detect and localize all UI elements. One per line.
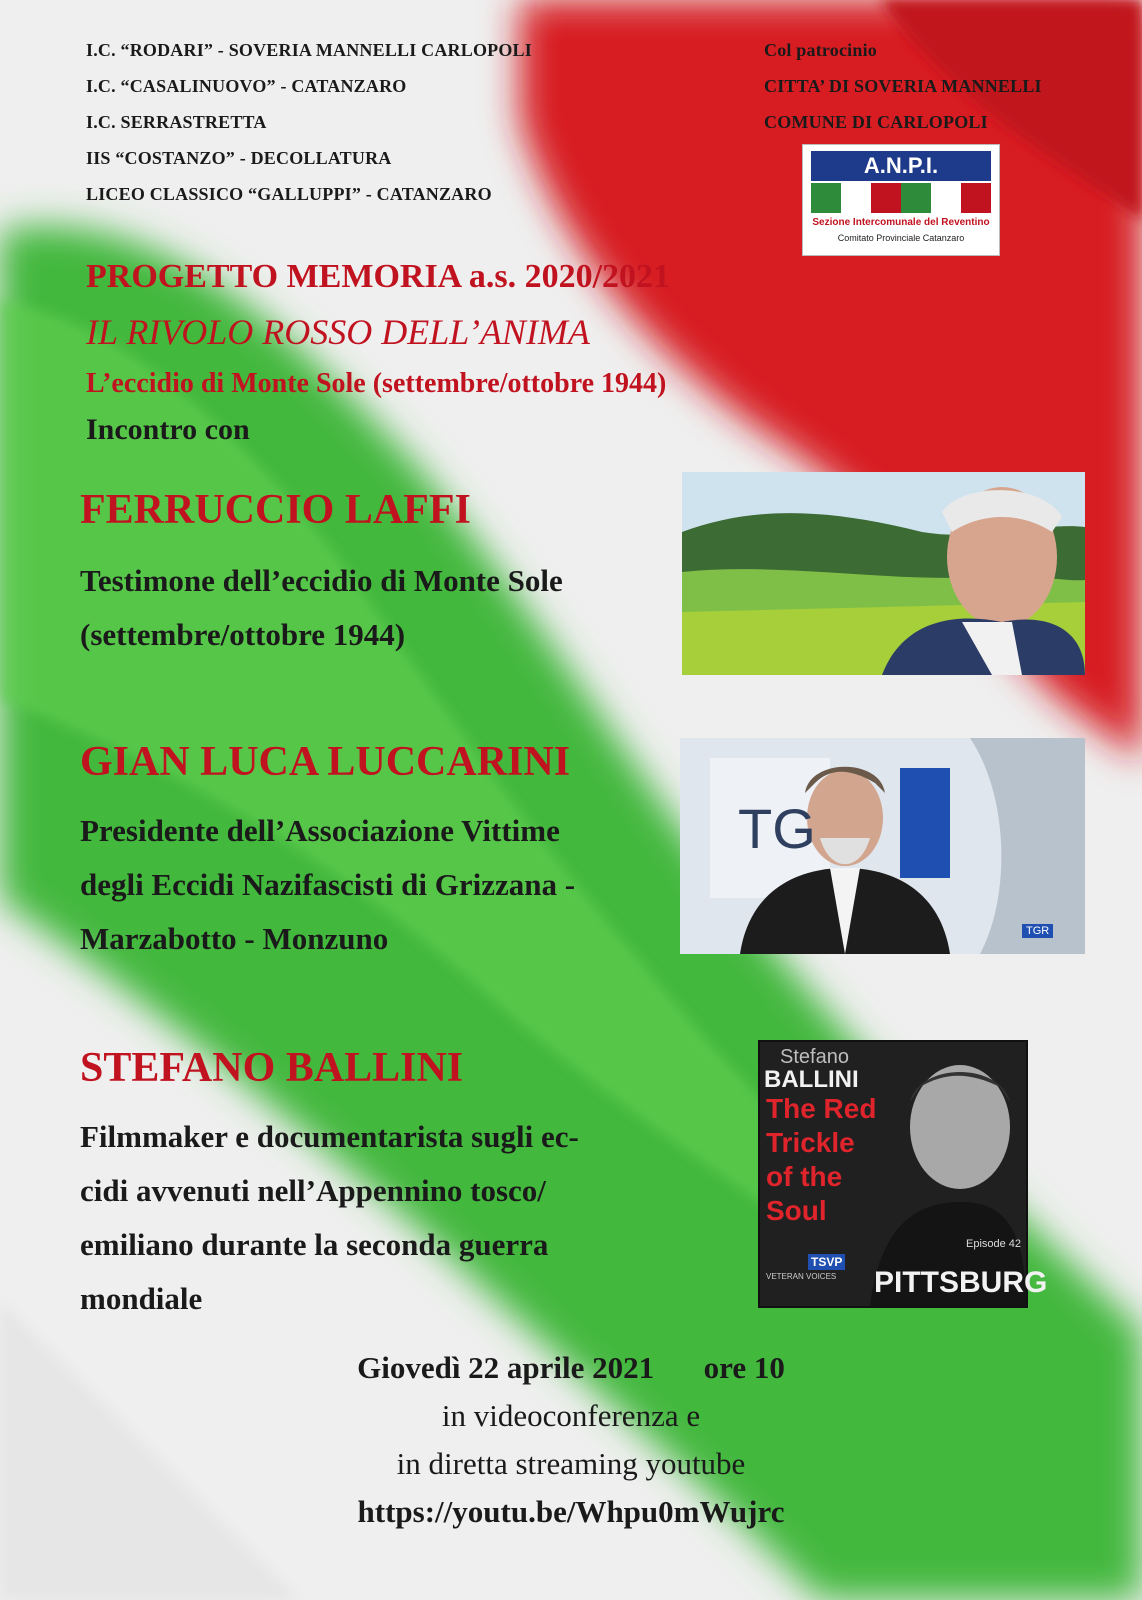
patronage-label: Col patrocinio: [764, 40, 877, 60]
tgr-badge: TGR: [1022, 924, 1053, 938]
school-item: I.C. “CASALINUOVO” - CATANZARO: [86, 76, 407, 96]
youtube-link[interactable]: https://youtu.be/Whpu0mWujrc: [357, 1494, 785, 1529]
event-line3: in diretta streaming youtube: [396, 1446, 746, 1481]
project-intro: Incontro con: [86, 413, 250, 446]
anpi-title: A.N.P.I.: [811, 151, 991, 181]
cover-last-name: BALLINI: [764, 1066, 859, 1093]
event-date-line: [0, 1350, 1142, 1386]
desc-line: emiliano durante la seconda guerra: [80, 1227, 549, 1262]
patronage: [764, 38, 1042, 146]
guest-desc-laffi: [80, 554, 563, 662]
cover-episode: Episode 42: [966, 1238, 1022, 1250]
event-line2: in videoconferenza e: [441, 1398, 701, 1433]
cover-title-line: The Red: [766, 1093, 877, 1124]
tg-text: TG: [738, 797, 816, 860]
desc-line: Marzabotto - Monzuno: [80, 921, 389, 956]
project-event: L’eccidio di Monte Sole (settembre/ottobre 1944): [86, 368, 667, 399]
flag-icon: [811, 183, 991, 213]
podcast-cover: [758, 1040, 1048, 1308]
desc-line: Filmmaker e documentarista sugli ec-: [80, 1119, 579, 1154]
cover-title-line: Trickle: [766, 1127, 855, 1158]
guest-desc-luccarini: [80, 804, 575, 966]
cover-badge: TSVP: [808, 1254, 845, 1270]
photo-luccarini: [680, 738, 1085, 954]
school-item: I.C. “RODARI” - SOVERIA MANNELLI CARLOPOLI: [86, 40, 532, 60]
desc-line: Testimone dell’eccidio di Monte Sole: [80, 563, 563, 598]
cover-city: PITTSBURG: [874, 1266, 1048, 1299]
schools-list: [86, 38, 532, 218]
cover-title: [766, 1092, 876, 1228]
patronage-entity: COMUNE DI CARLOPOLI: [764, 112, 988, 132]
guest-name-ballini: STEFANO BALLINI: [80, 1045, 464, 1091]
cover-title-line: of the: [766, 1161, 843, 1192]
school-item: LICEO CLASSICO “GALLUPPI” - CATANZARO: [86, 184, 492, 204]
guest-name-laffi: FERRUCCIO LAFFI: [80, 487, 471, 533]
cover-first-name: Stefano: [780, 1046, 849, 1068]
patronage-entity: CITTA’ DI SOVERIA MANNELLI: [764, 76, 1042, 96]
desc-line: (settembre/ottobre 1944): [80, 617, 406, 652]
cover-title-line: Soul: [766, 1195, 827, 1226]
guest-name-luccarini: GIAN LUCA LUCCARINI: [80, 739, 571, 785]
desc-line: mondiale: [80, 1281, 203, 1316]
photo-laffi: [682, 472, 1085, 675]
anpi-line2: Comitato Provinciale Catanzaro: [837, 233, 965, 243]
event-date: Giovedì 22 aprile 2021: [357, 1350, 655, 1385]
desc-line: cidi avvenuti nell’Appennino tosco/: [80, 1173, 546, 1208]
school-item: I.C. SERRASTRETTA: [86, 112, 267, 132]
anpi-logo: [802, 144, 1000, 256]
guest-desc-ballini: [80, 1110, 579, 1326]
project-title: PROGETTO MEMORIA a.s. 2020/2021: [86, 258, 671, 295]
school-item: IIS “COSTANZO” - DECOLLATURA: [86, 148, 392, 168]
desc-line: degli Eccidi Nazifascisti di Grizzana -: [80, 867, 576, 902]
anpi-line1: Sezione Intercomunale del Reventino: [812, 217, 990, 228]
desc-line: Presidente dell’Associazione Vittime: [80, 813, 560, 848]
cover-brand: VETERAN VOICES: [766, 1272, 837, 1281]
project-subtitle: IL RIVOLO ROSSO DELL’ANIMA: [86, 312, 590, 352]
event-time: ore 10: [703, 1350, 785, 1385]
